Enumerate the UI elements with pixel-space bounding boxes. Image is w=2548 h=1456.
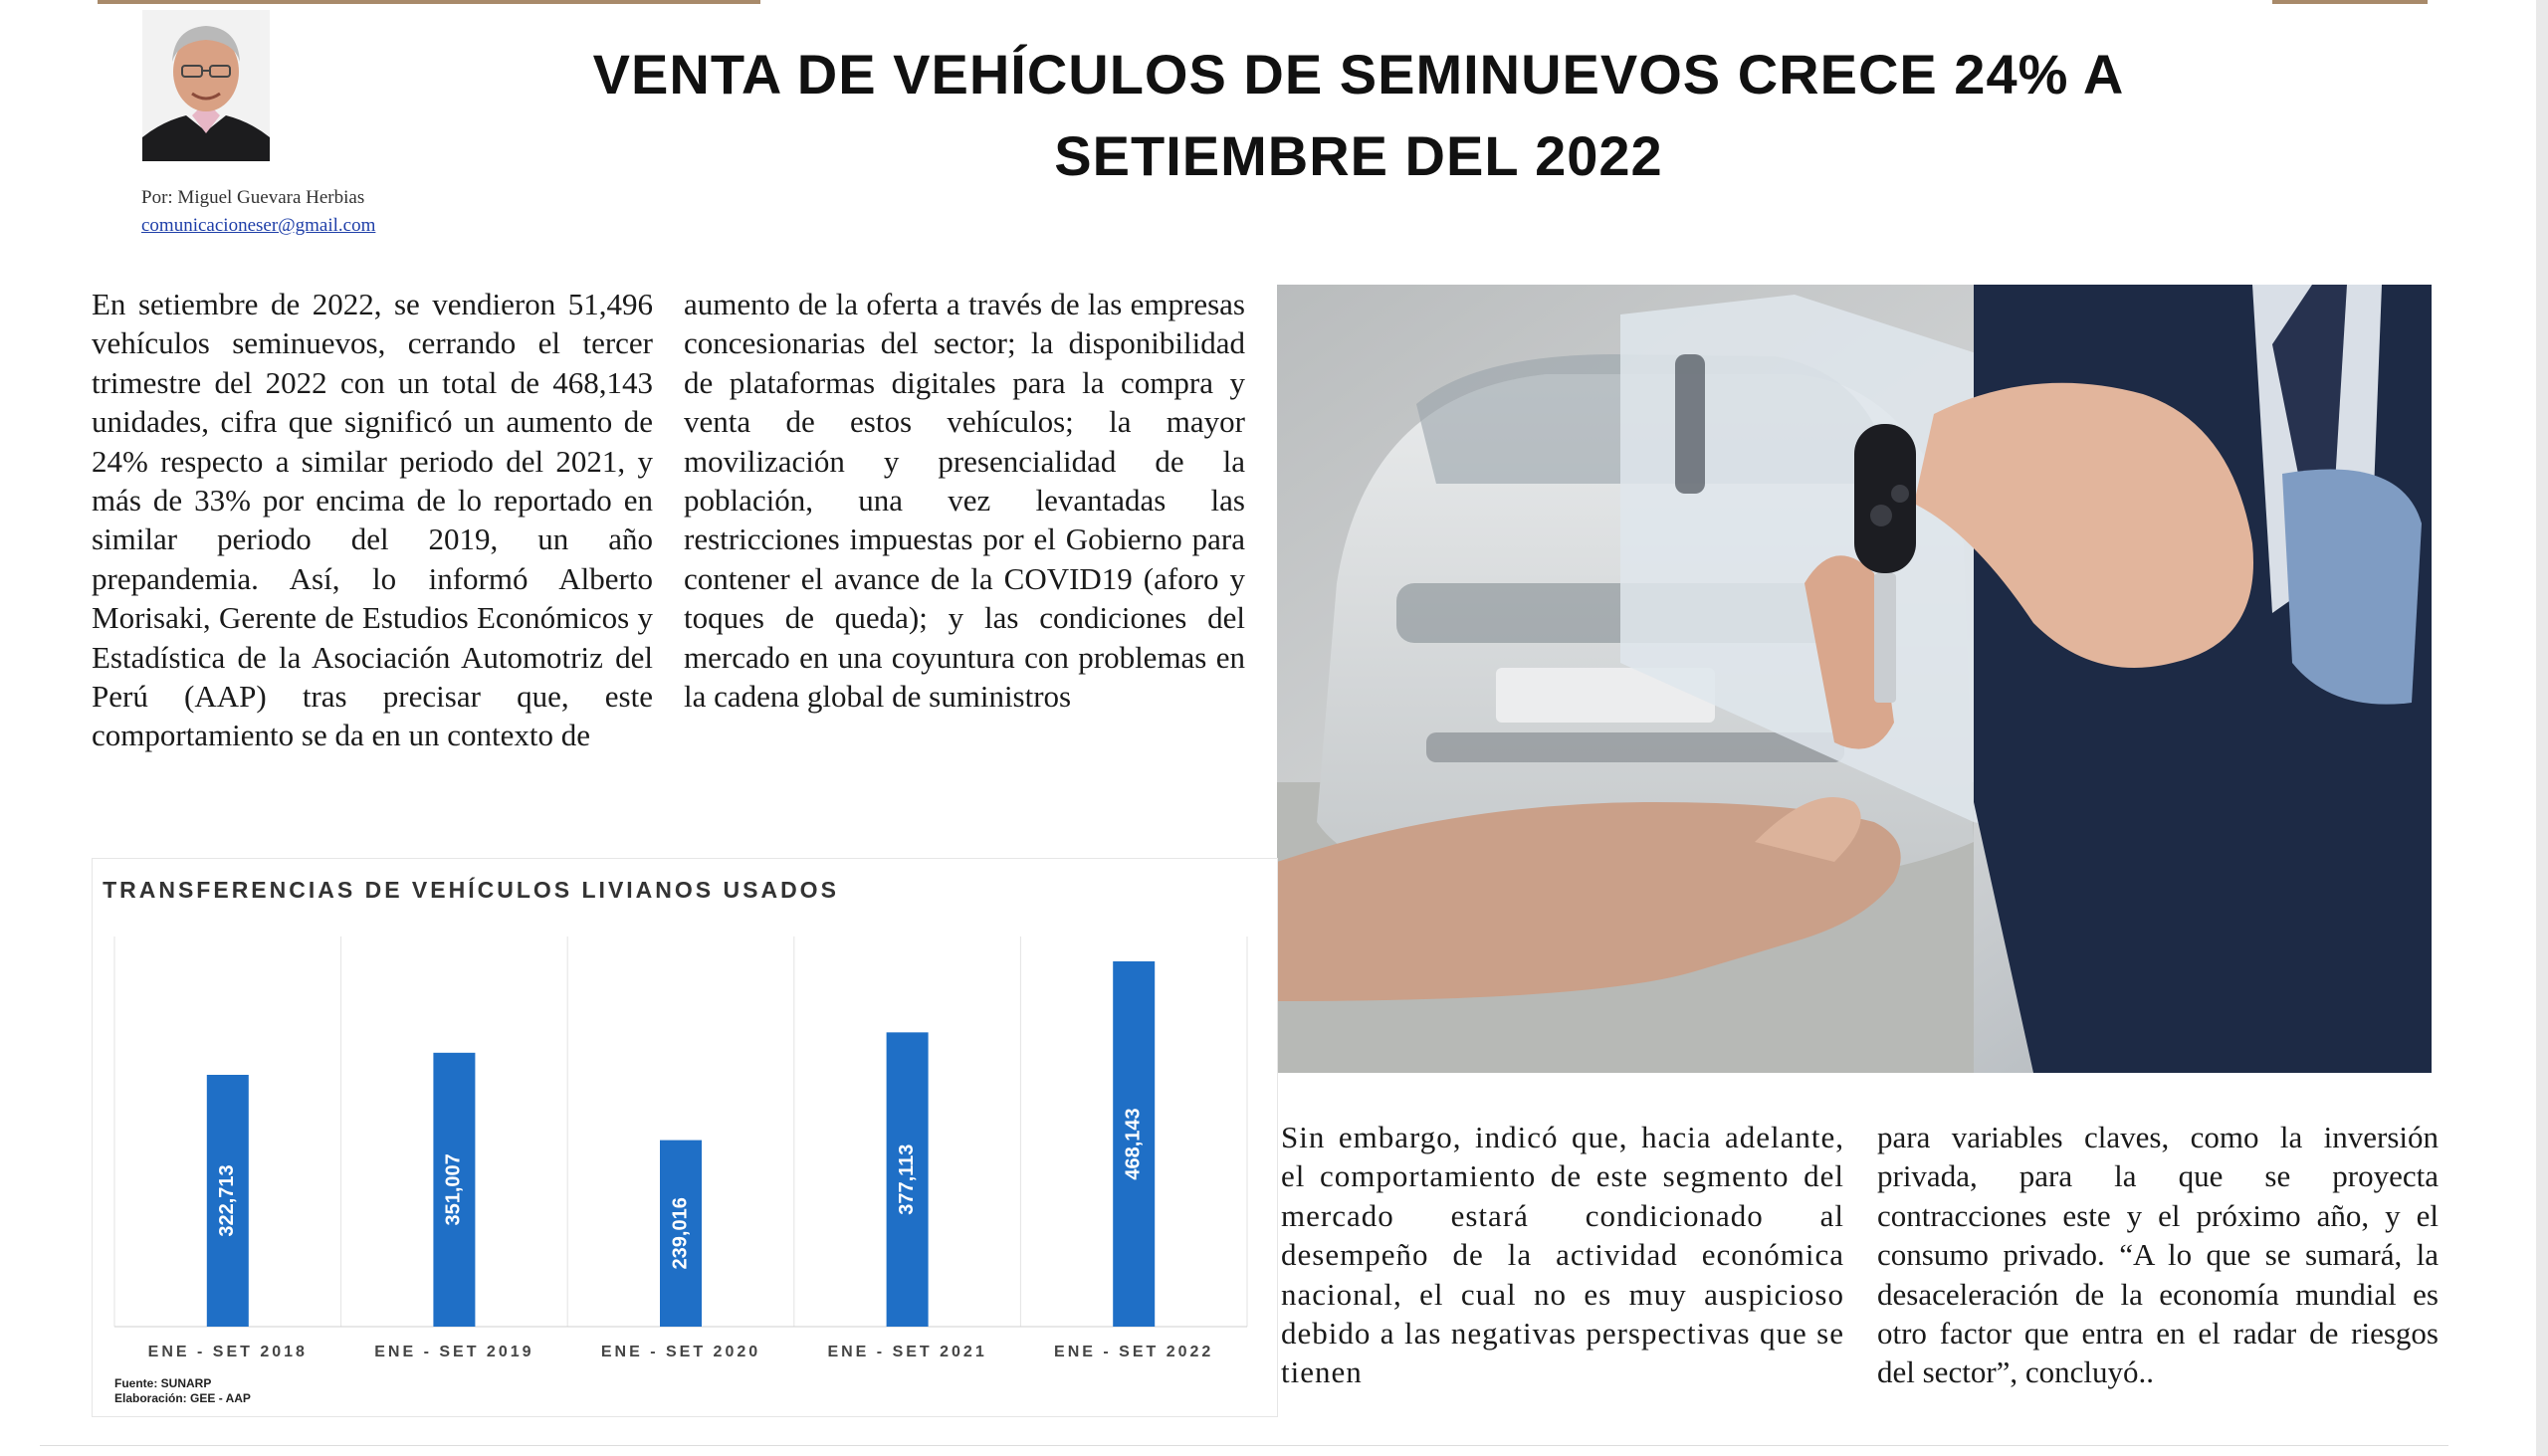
chart-category-label: ENE - SET 2018 [147, 1344, 308, 1360]
article-paragraph-2: aumento de la oferta a través de las empresas concesionarias del sector; la disponibilidad de plataformas digitales para la compra y venta de estos vehículos; la mayor movilización y presencialidad de la población, una vez levantadas las restricciones impuestas por el Gobierno para contener el avance de la COVID19 (aforo y toques de queda); y las condiciones del mercado en una coyuntura con problemas en la cadena global de suministros [684, 287, 1245, 715]
chart-category-label: ENE - SET 2021 [827, 1344, 987, 1360]
chart-source-line-1: Fuente: SUNARP [114, 1376, 212, 1390]
chart-category-label: ENE - SET 2019 [374, 1344, 534, 1360]
headline-line-2: SETIEMBRE DEL 2022 [1054, 124, 1663, 187]
chart-category-label: ENE - SET 2020 [600, 1344, 761, 1360]
author-byline: Por: Miguel Guevara Herbias [141, 187, 365, 208]
bar-chart [92, 858, 1278, 1417]
chart-data-label: 351,007 [442, 1153, 465, 1226]
author-photo [142, 10, 270, 161]
page-edge-shadow [2536, 0, 2548, 1456]
article-paragraph-3: Sin embargo, indicó que, hacia adelante, el comportamiento de este segmento del mercado estará condicionado al desempeño de la actividad económica nacional, el cual no es muy auspicioso debido a las negativas perspectivas que se tienen [1281, 1120, 1844, 1390]
article-headline [428, 34, 2289, 197]
article-paragraph-4: para variables claves, como la inversión privada, para la que se proyecta contracciones este y el próximo año, y el consumo privado. “A lo que se sumará, la desaceleración de la economía mundial es otro factor que entra en el radar de riesgos del sector”, concluyó.. [1877, 1120, 2439, 1390]
top-accent-bar-left [98, 0, 760, 4]
chart-data-label: 377,113 [895, 1144, 918, 1215]
chart-data-label: 468,143 [1122, 1108, 1145, 1180]
top-accent-bar-right [2272, 0, 2428, 4]
chart-source-line-2: Elaboración: GEE - AAP [114, 1391, 251, 1405]
car-keys-handover-photo [1277, 285, 2432, 1073]
article-paragraph-1: En setiembre de 2022, se vendieron 51,496 vehículos seminuevos, cerrando el tercer trimestre del 2022 con un total de 468,143 unidades, cifra que significó un aumento de 24% respecto a similar periodo del 2021, y más de 33% por encima de lo reportado en similar periodo del 2019, un año prepandemia. Así, lo informó Alberto Morisaki, Gerente de Estudios Económicos y Estadística de la Asociación Automotriz del Perú (AAP) tras precisar que, este comportamiento se da en un contexto de [92, 287, 653, 753]
headline-line-1: VENTA DE VEHÍCULOS DE SEMINUEVOS CRECE 24% A [592, 43, 2125, 105]
author-email-link[interactable]: comunicacioneser@gmail.com [141, 215, 376, 236]
chart-title: TRANSFERENCIAS DE VEHÍCULOS LIVIANOS USADOS [103, 877, 839, 903]
bottom-divider [40, 1445, 2448, 1446]
chart-data-label: 322,713 [216, 1164, 239, 1237]
chart-source [114, 1376, 251, 1406]
chart-category-label: ENE - SET 2022 [1054, 1344, 1214, 1360]
chart-plot [93, 859, 1277, 1416]
chart-data-label: 239,016 [669, 1197, 692, 1270]
